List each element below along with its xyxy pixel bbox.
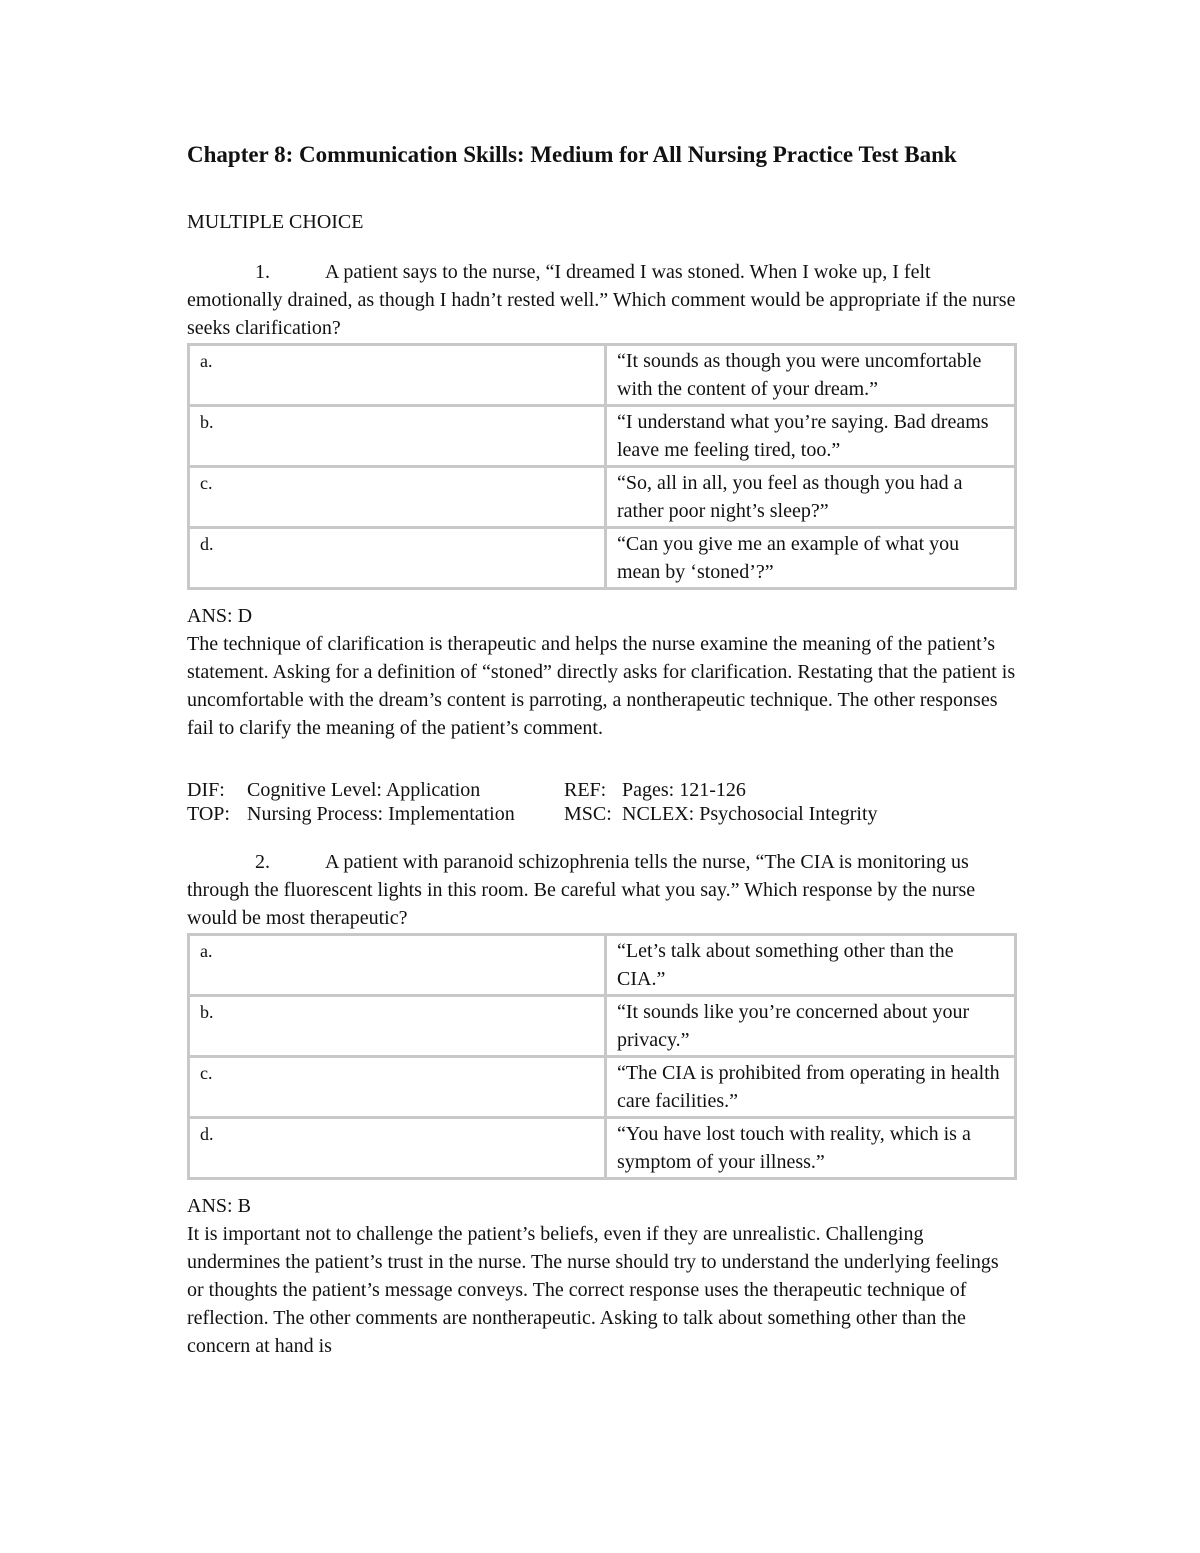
question-2 (187, 848, 1017, 932)
answer-key: ANS: D (187, 605, 253, 627)
choice-text: “So, all in all, you feel as though you had a rather poor night’s sleep?” (606, 467, 1016, 528)
msc-label: MSC: (564, 803, 612, 825)
choice-letter: a. (189, 345, 606, 406)
choice-text: “Can you give me an example of what you mean by ‘stoned’?” (606, 528, 1016, 589)
question-stem: A patient with paranoid schizophrenia tells the nurse, “The CIA is monitoring us through the fluorescent lights in this room. Be careful what you say.” Which response by the nurse would be most therapeutic? (187, 851, 976, 929)
question-metadata (187, 778, 1017, 826)
answer-rationale: The technique of clarification is therapeutic and helps the nurse examine the meaning of the patient’s statement. Asking for a definition of “stoned” directly asks for clarification. Restating that the patient is uncomfortable with the dream’s content is parroting, a nontherapeutic technique. The other responses fail to clarify the meaning of the patient’s comment. (187, 633, 1016, 739)
dif-value: Cognitive Level: Application (247, 779, 481, 801)
choice-text: “You have lost touch with reality, which is a symptom of your illness.” (606, 1118, 1016, 1179)
choice-row (189, 996, 1016, 1057)
choice-text: “I understand what you’re saying. Bad dreams leave me feeling tired, too.” (606, 406, 1016, 467)
choice-letter: b. (189, 406, 606, 467)
choice-text: “It sounds as though you were uncomfortable with the content of your dream.” (606, 345, 1016, 406)
msc-value: NCLEX: Psychosocial Integrity (622, 803, 878, 825)
question-1 (187, 258, 1017, 342)
choice-letter: d. (189, 1118, 606, 1179)
answer-rationale: It is important not to challenge the patient’s beliefs, even if they are unrealistic. Challenging undermines the patient’s trust in the nurse. The nurse should try to understand the underlying feelings or thoughts the patient’s message conveys. The correct response uses the therapeutic technique of reflection. The other comments are nontherapeutic. Asking to talk about something other than the concern at hand is (187, 1223, 999, 1357)
document-page (187, 140, 1017, 1360)
choice-row (189, 345, 1016, 406)
choice-text: “It sounds like you’re concerned about your privacy.” (606, 996, 1016, 1057)
choice-row (189, 406, 1016, 467)
answer-key: ANS: B (187, 1195, 251, 1217)
answer-choices-table (187, 343, 1017, 590)
choice-text: “Let’s talk about something other than the CIA.” (606, 935, 1016, 996)
choice-letter: c. (189, 467, 606, 528)
top-value: Nursing Process: Implementation (247, 803, 515, 825)
question-stem: A patient says to the nurse, “I dreamed I was stoned. When I woke up, I felt emotionally drained, as though I hadn’t rested well.” Which comment would be appropriate if the nurse seeks clarification? (187, 261, 1016, 339)
choice-row (189, 528, 1016, 589)
choice-row (189, 1057, 1016, 1118)
dif-label: DIF: (187, 779, 225, 801)
page-title: Chapter 8: Communication Skills: Medium for All Nursing Practice Test Bank (187, 142, 957, 167)
answer-choices-table (187, 933, 1017, 1180)
question-number: 1. (255, 261, 270, 283)
choice-letter: a. (189, 935, 606, 996)
choice-row (189, 467, 1016, 528)
top-label: TOP: (187, 803, 230, 825)
choice-text: “The CIA is prohibited from operating in health care facilities.” (606, 1057, 1016, 1118)
choice-row (189, 1118, 1016, 1179)
choice-letter: b. (189, 996, 606, 1057)
section-heading: MULTIPLE CHOICE (187, 211, 364, 233)
choice-letter: d. (189, 528, 606, 589)
ref-label: REF: (564, 779, 607, 801)
choice-letter: c. (189, 1057, 606, 1118)
choice-row (189, 935, 1016, 996)
ref-value: Pages: 121-126 (622, 779, 746, 801)
question-number: 2. (255, 851, 270, 873)
